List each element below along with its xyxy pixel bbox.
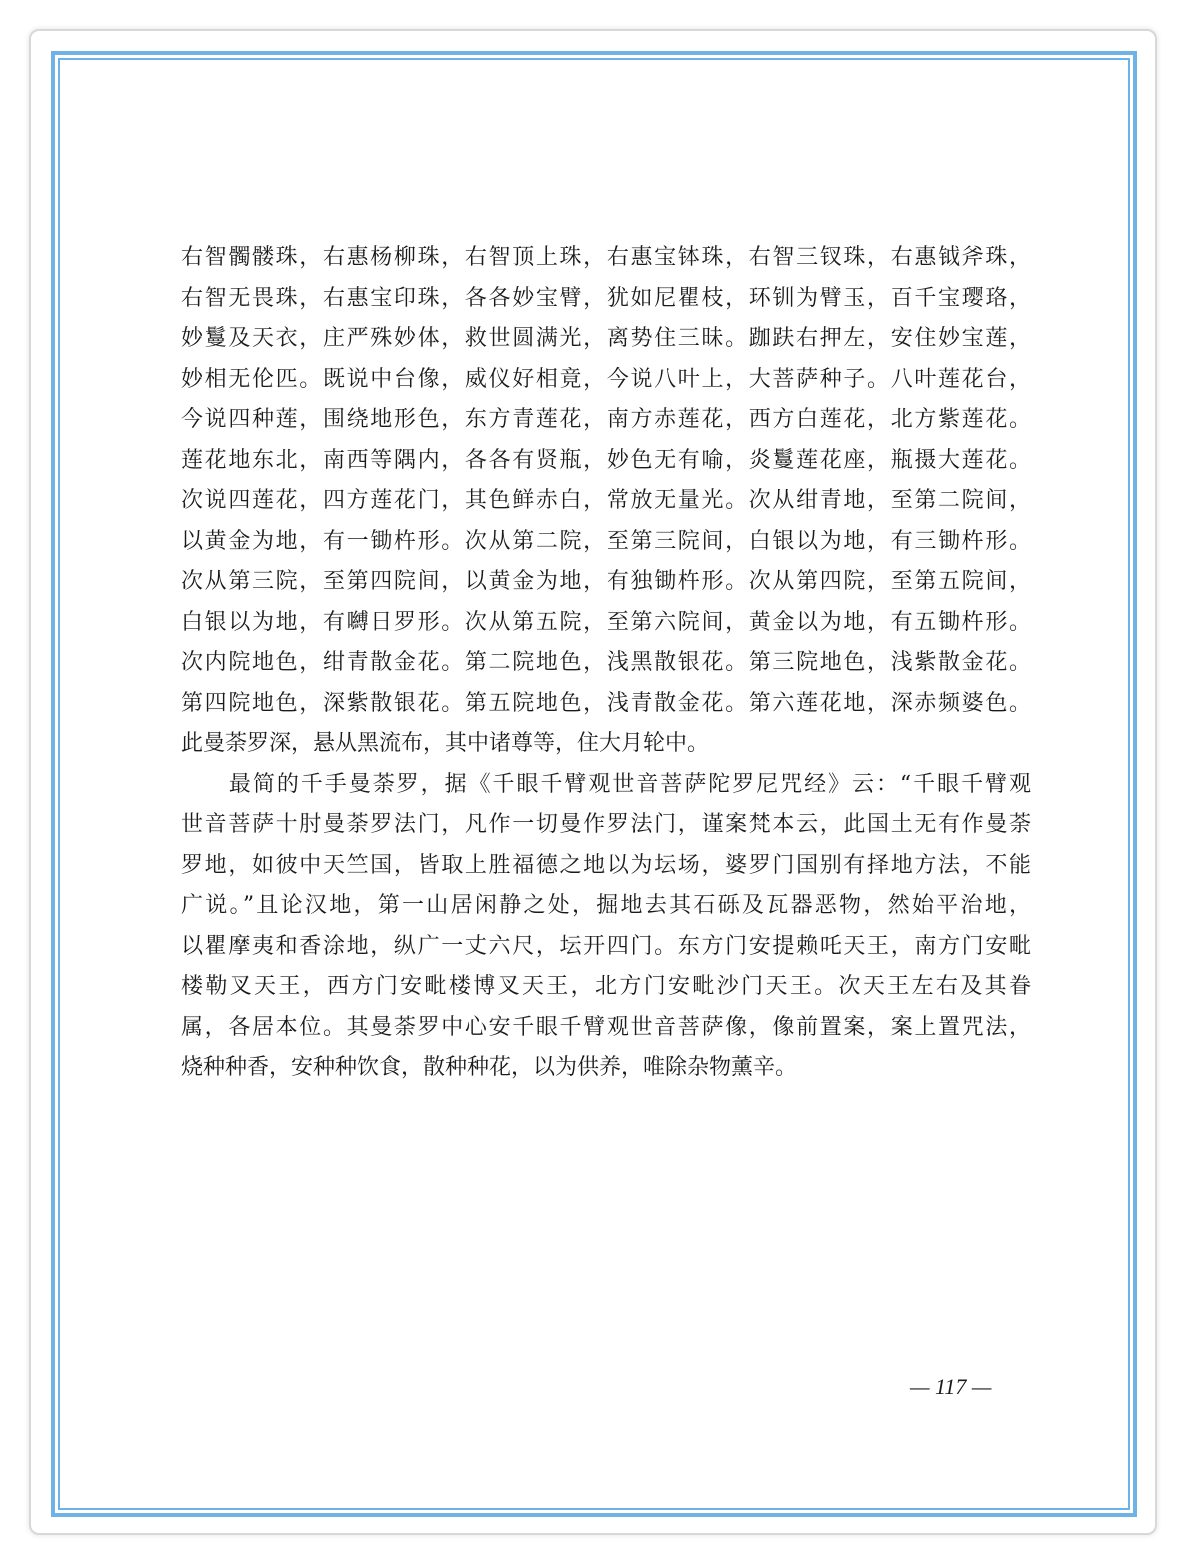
text-line: 右智髑髅珠，右惠杨柳珠，右智顶上珠，右惠宝钵珠，右智三钗珠，右惠钺斧珠， — [181, 245, 1031, 270]
paragraph-line: 以瞿摩夷和香涂地，纵广一丈六尺，坛开四门。东方门安提赖吒天王，南方门安毗 — [181, 933, 1031, 959]
text-line: 右智无畏珠，右惠宝印珠，各各妙宝臂，犹如尼瞿枝，环钏为臂玉，百千宝璎珞， — [181, 285, 1031, 311]
paragraph-line: 罗地，如彼中天竺国，皆取上胜福德之地以为坛场，婆罗门国别有择地方法，不能 — [181, 852, 1031, 878]
paragraph-line: 最简的千手曼荼罗，据《千眼千臂观世音菩萨陀罗尼咒经》云：“千眼千臂观 — [181, 771, 1031, 797]
paragraph-line: 广说。”且论汉地，第一山居闲静之处，掘地去其石砾及瓦器恶物，然始平治地， — [181, 893, 1031, 918]
paragraph-line: 属，各居本位。其曼荼罗中心安千眼千臂观世音菩萨像，像前置案，案上置咒法， — [181, 1014, 1031, 1040]
text-line: 第四院地色，深紫散银花。第五院地色，浅青散金花。第六莲花地，深赤频婆色。 — [181, 690, 1031, 716]
page-number: — 117 — — [910, 1374, 992, 1399]
paragraph-line: 世音菩萨十肘曼荼罗法门，凡作一切曼作罗法门，谨案梵本云，此国土无有作曼荼 — [181, 812, 1031, 837]
text-line: 妙鬘及天衣，庄严殊妙体，救世圆满光，离势住三昧。跏趺右押左，安住妙宝莲， — [181, 326, 1031, 351]
text-line: 此曼荼罗深，悬从黑流布，其中诸尊等，住大月轮中。 — [181, 731, 710, 756]
text-line: 以黄金为地，有一锄杵形。次从第二院，至第三院间，白银以为地，有三锄杵形。 — [181, 528, 1031, 554]
text-line: 妙相无伦匹。既说中台像，威仪好相竟，今说八叶上，大菩萨种子。八叶莲花台， — [181, 366, 1031, 392]
text-line: 白银以为地，有嚩日罗形。次从第五院，至第六院间，黄金以为地，有五锄杵形。 — [181, 609, 1031, 635]
text-line: 次从第三院，至第四院间，以黄金为地，有独锄杵形。次从第四院，至第五院间， — [181, 569, 1031, 594]
paragraph-line: 烧种种香，安种种饮食，散种种花，以为供养，唯除杂物薰辛。 — [181, 1055, 798, 1080]
body-text — [181, 238, 1031, 1089]
text-line: 次内院地色，绀青散金花。第二院地色，浅黑散银花。第三院地色，浅紫散金花。 — [181, 650, 1031, 675]
text-line: 次说四莲花，四方莲花门，其色鲜赤白，常放无量光。次从绀青地，至第二院间， — [181, 488, 1031, 513]
paragraph-line: 楼勒叉天王，西方门安毗楼博叉天王，北方门安毗沙门天王。次天王左右及其眷 — [181, 974, 1031, 999]
text-line: 莲花地东北，南西等隅内，各各有贤瓶，妙色无有喻，炎鬘莲花座，瓶摄大莲花。 — [181, 447, 1031, 473]
text-line: 今说四种莲，围绕地形色，东方青莲花，南方赤莲花，西方白莲花，北方紫莲花。 — [181, 407, 1031, 432]
